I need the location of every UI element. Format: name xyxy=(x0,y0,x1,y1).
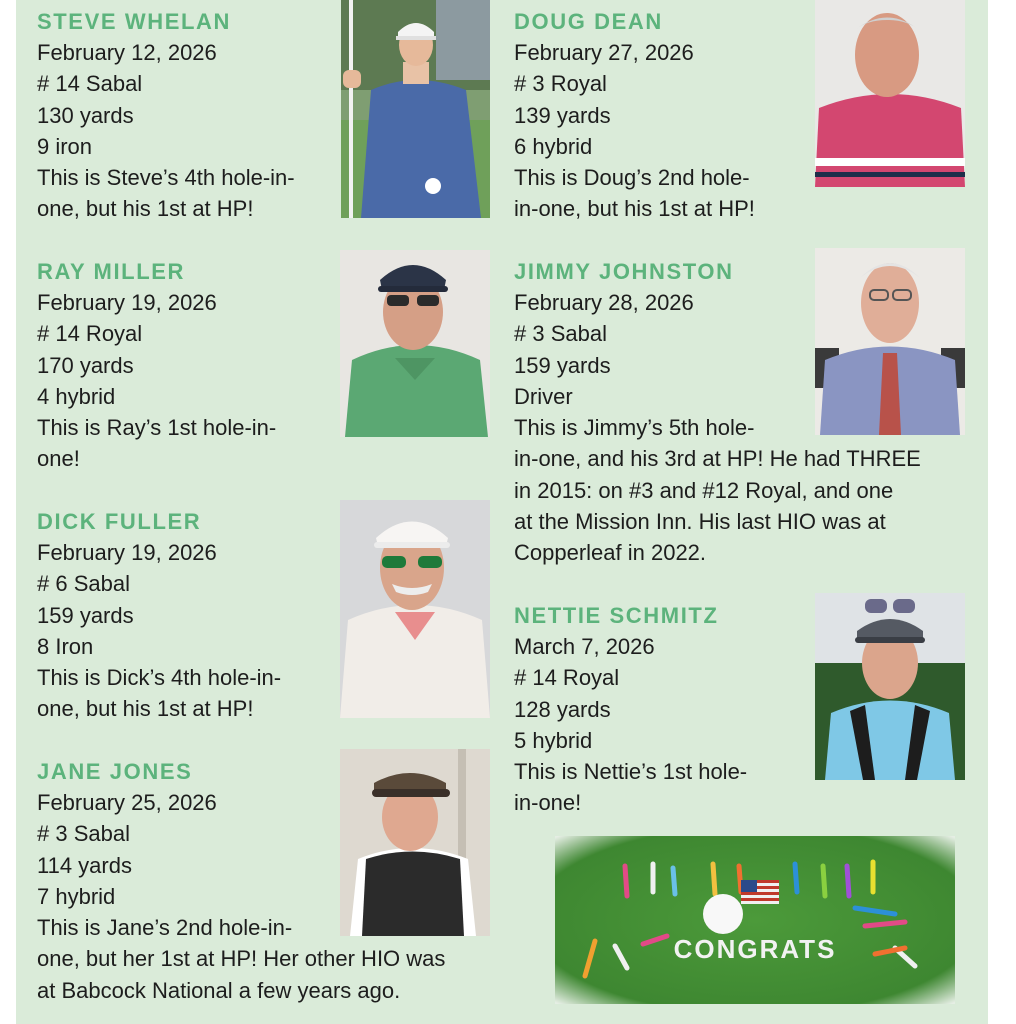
yardage: 159 yards xyxy=(514,352,611,378)
hole: # 14 Royal xyxy=(37,321,143,347)
note-line: one! xyxy=(37,446,80,472)
yardage: 128 yards xyxy=(514,696,611,722)
golfer-name: JANE JONES xyxy=(37,759,193,784)
date: February 19, 2026 xyxy=(37,290,217,315)
hole: # 6 Sabal xyxy=(37,571,130,597)
club: Driver xyxy=(514,383,573,409)
congrats-golf-tees-image xyxy=(555,836,955,1004)
date: February 12, 2026 xyxy=(37,40,217,65)
yardage: 114 yards xyxy=(37,852,132,878)
entry-doug-dean xyxy=(514,6,755,225)
note-line: in 2015: on #3 and #12 Royal, and one xyxy=(514,477,894,503)
hole: # 3 Royal xyxy=(514,71,607,97)
doug-dean-photo xyxy=(815,0,965,187)
hole: # 14 Royal xyxy=(514,665,620,691)
yardage: 159 yards xyxy=(37,602,134,628)
club: 7 hybrid xyxy=(37,883,116,909)
ray-miller-photo xyxy=(340,250,490,437)
note-line: This is Steve’s 4th hole-in- xyxy=(37,165,295,191)
yardage: 139 yards xyxy=(514,102,611,128)
note-line: in-one, and his 3rd at HP! He had THREE xyxy=(514,446,921,472)
note-line: one, but his 1st at HP! xyxy=(37,196,254,222)
entry-steve-whelan xyxy=(37,6,295,225)
golfer-name: STEVE WHELAN xyxy=(37,9,231,34)
note-line: at the Mission Inn. His last HIO was at xyxy=(514,509,886,535)
club: 4 hybrid xyxy=(37,383,116,409)
note-line: This is Jane’s 2nd hole-in- xyxy=(37,915,293,941)
entry-nettie-schmitz xyxy=(514,600,747,819)
yardage: 130 yards xyxy=(37,102,134,128)
note-line: This is Jimmy’s 5th hole- xyxy=(514,415,755,441)
golfer-name: JIMMY JOHNSTON xyxy=(514,259,734,284)
date: February 27, 2026 xyxy=(514,40,694,65)
steve-whelan-photo xyxy=(341,0,490,218)
golfer-name: DICK FULLER xyxy=(37,509,202,534)
note-line: at Babcock National a few years ago. xyxy=(37,977,401,1003)
note-line: in-one, but his 1st at HP! xyxy=(514,196,755,222)
date: March 7, 2026 xyxy=(514,634,655,659)
hole: # 3 Sabal xyxy=(514,321,607,347)
congrats-text: CONGRATS xyxy=(673,934,837,964)
note-line: one, but his 1st at HP! xyxy=(37,696,254,722)
note-line: in-one! xyxy=(514,790,582,816)
note-line: Copperleaf in 2022. xyxy=(514,540,707,566)
club: 6 hybrid xyxy=(514,133,593,159)
note-line: one, but her 1st at HP! Her other HIO was xyxy=(37,946,446,972)
hole: # 14 Sabal xyxy=(37,71,143,97)
entry-dick-fuller xyxy=(37,506,281,725)
entry-ray-miller xyxy=(37,256,276,475)
club: 5 hybrid xyxy=(514,727,593,753)
jane-jones-photo xyxy=(340,749,490,936)
dick-fuller-photo xyxy=(340,500,490,718)
note-line: This is Dick’s 4th hole-in- xyxy=(37,665,282,691)
yardage: 170 yards xyxy=(37,352,134,378)
club: 9 iron xyxy=(37,133,93,159)
golfer-name: RAY MILLER xyxy=(37,259,186,284)
jimmy-johnston-photo xyxy=(815,248,965,435)
date: February 25, 2026 xyxy=(37,790,217,815)
club: 8 Iron xyxy=(37,633,94,659)
golfer-name: NETTIE SCHMITZ xyxy=(514,603,719,628)
nettie-schmitz-photo xyxy=(815,593,965,780)
note-line: This is Doug’s 2nd hole- xyxy=(514,165,750,191)
date: February 28, 2026 xyxy=(514,290,694,315)
date: February 19, 2026 xyxy=(37,540,217,565)
note-line: This is Nettie’s 1st hole- xyxy=(514,759,748,785)
golfer-name: DOUG DEAN xyxy=(514,9,663,34)
hole: # 3 Sabal xyxy=(37,821,130,847)
note-line: This is Ray’s 1st hole-in- xyxy=(37,415,277,441)
